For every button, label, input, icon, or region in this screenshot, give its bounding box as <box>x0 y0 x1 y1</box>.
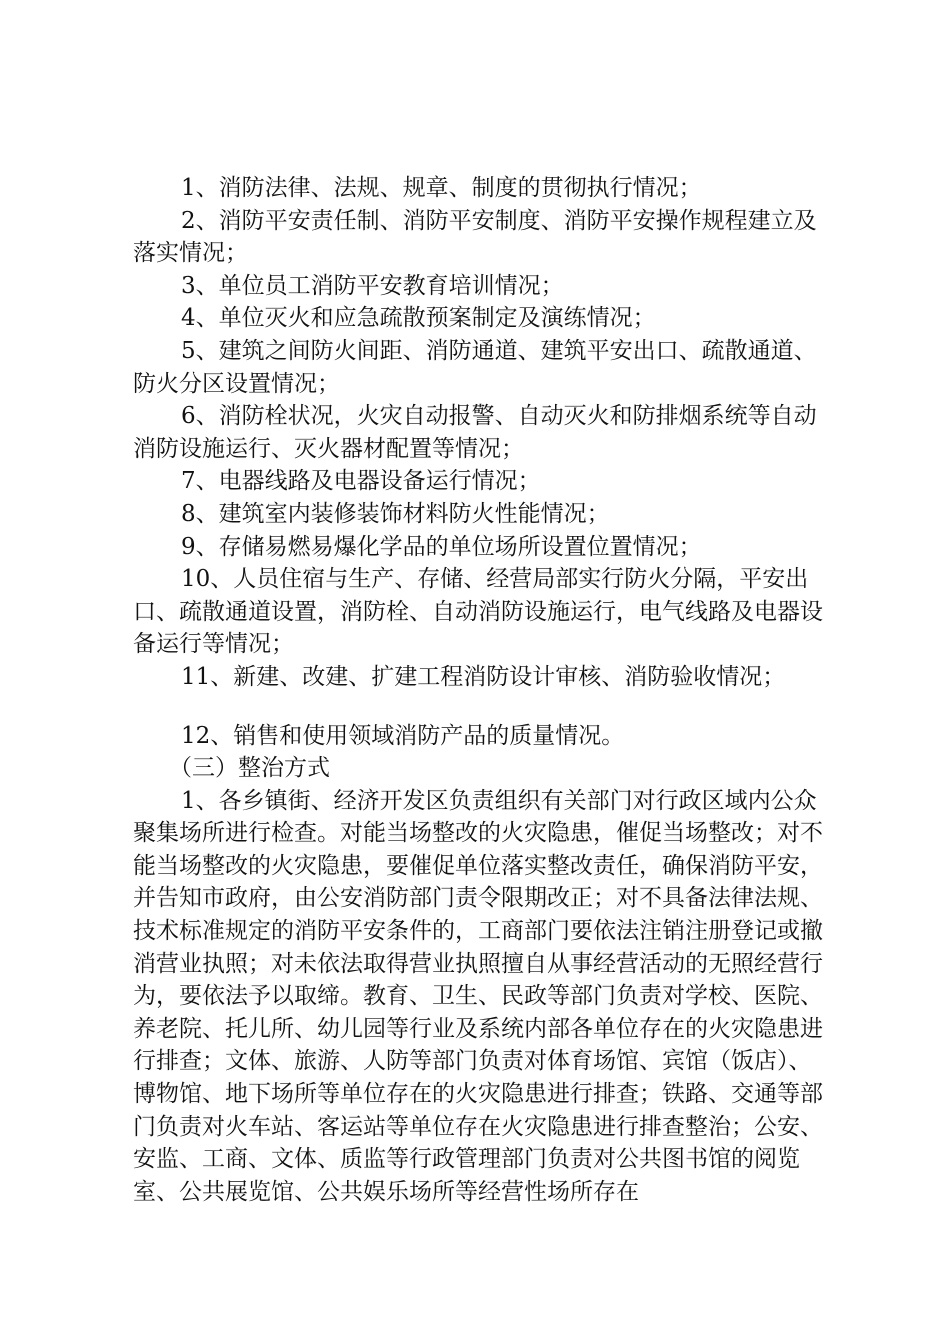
list-item-8: 8、建筑室内装修装饰材料防火性能情况； <box>181 500 610 527</box>
method-paragraph: 1、各乡镇街、经济开发区负责组织有关部门对行政区域内公众聚集场所进行检查。对能当场整改的火灾隐患，催促当场整改；对不能当场整改的火灾隐患，要催促单位落实整改责任，确保消防平安，并告知市政府，由公安消防部门责令限期改正；对不具备法律法规、技术标准规定的消防平安条件的，工商部门要依法注销注册登记或撤消营业执照；对未依法取得营业执照擅自从事经营活动的无照经营行为，要依法予以取缔。教育、卫生、民政等部门负责对学校、医院、养老院、托儿所、幼儿园等行业及系统内部各单位存在的火灾隐患进行排查；文体、旅游、人防等部门负责对体育场馆、宾馆（饭店）、博物馆、地下场所等单位存在的火灾隐患进行排查；铁路、交通等部门负责对火车站、客运站等单位存在火灾隐患进行排查整治；公安、安监、工商、文体、质监等行政管理部门负责对公共图书馆的阅览室、公共展览馆、公共娱乐场所等经营性场所存在 <box>133 787 823 1205</box>
list-item-6: 6、消防栓状况，火灾自动报警、自动灭火和防排烟系统等自动消防设施运行、灭火器材配置等情况； <box>133 403 817 462</box>
list-item-10: 10、人员住宿与生产、存储、经营局部实行防火分隔，平安出口、疏散通道设置，消防栓、自动消防设施运行，电气线路及电器设备运行等情况； <box>133 566 823 658</box>
list-item-4: 4、单位灭火和应急疏散预案制定及演练情况； <box>181 305 656 332</box>
document-body <box>133 172 833 1208</box>
list-item-7: 7、电器线路及电器设备运行情况； <box>181 468 541 495</box>
list-item-2: 2、消防平安责任制、消防平安制度、消防平安操作规程建立及落实情况； <box>133 207 817 267</box>
list-item-3: 3、单位员工消防平安教育培训情况； <box>181 272 564 299</box>
list-item-11: 11、新建、改建、扩建工程消防设计审核、消防验收情况； <box>181 663 786 690</box>
paragraph-gap <box>133 694 833 720</box>
list-item-5: 5、建筑之间防火间距、消防通道、建筑平安出口、疏散通道、防火分区设置情况； <box>133 337 817 397</box>
list-item-1: 1、消防法律、法规、规章、制度的贯彻执行情况； <box>181 175 702 201</box>
section-heading: （三）整治方式 <box>169 755 330 782</box>
list-item-9: 9、存储易燃易爆化学品的单位场所设置位置情况； <box>181 533 702 560</box>
list-item-12: 12、销售和使用领域消防产品的质量情况。 <box>181 722 625 749</box>
